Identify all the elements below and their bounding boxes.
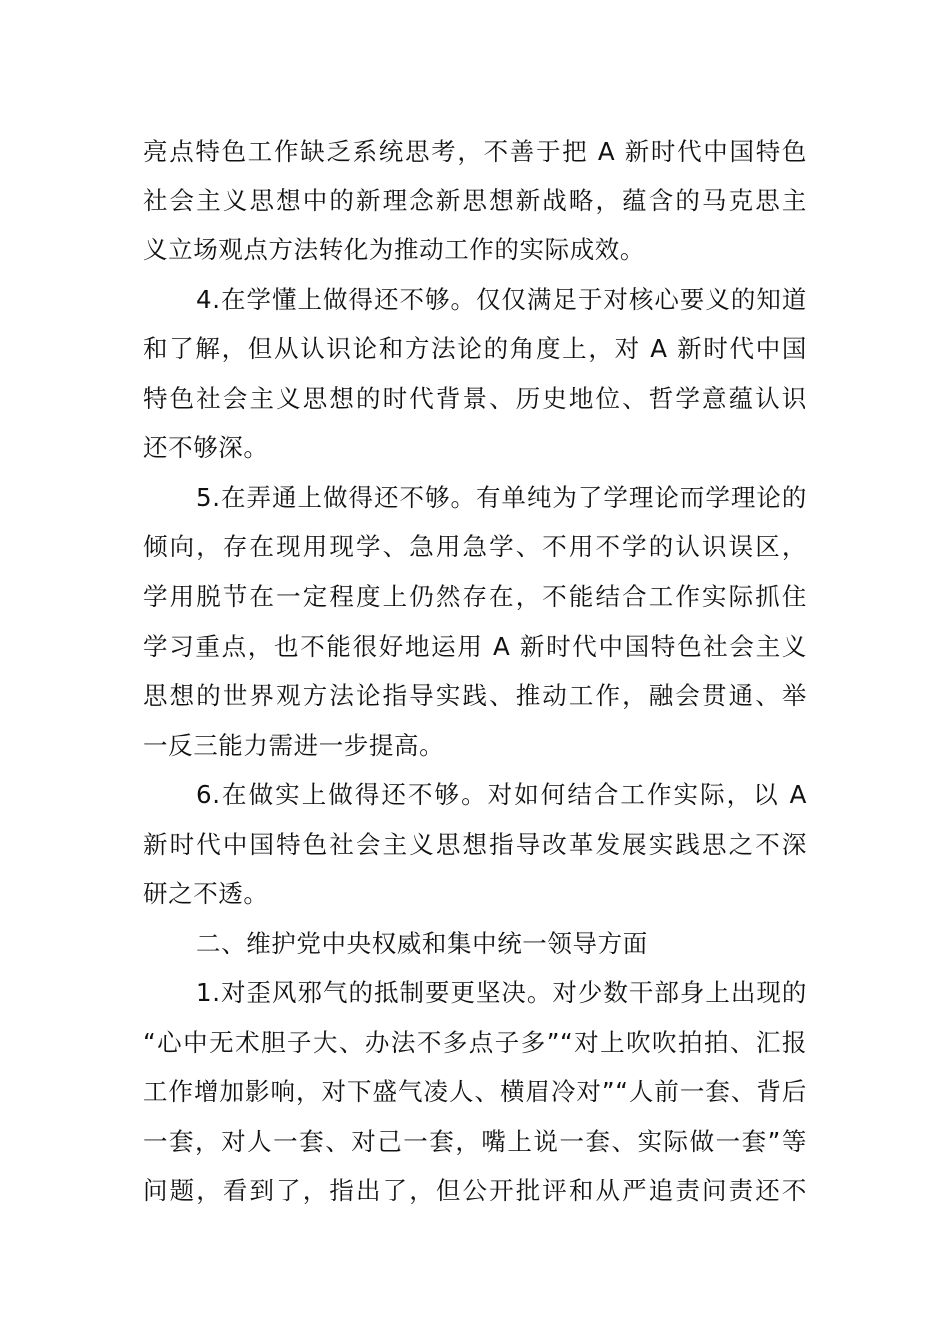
text-line: 问题，看到了，指出了，但公开批评和从严追责问责还不 [143, 1176, 807, 1205]
text-line: “心中无术胆子大、办法不多点子多”“对上吹吹拍拍、汇报 [143, 1028, 807, 1057]
text-line: 社会主义思想中的新理念新思想新战略，蕴含的马克思主 [143, 186, 807, 215]
text-line: 研之不透。 [143, 879, 269, 908]
text-line: 亮点特色工作缺乏系统思考，不善于把 A 新时代中国特色 [143, 137, 807, 166]
text-line: 和了解，但从认识论和方法论的角度上，对 A 新时代中国 [143, 334, 807, 363]
text-line: 学用脱节在一定程度上仍然存在，不能结合工作实际抓住 [143, 582, 807, 611]
section-heading: 二、维护党中央权威和集中统一领导方面 [196, 929, 648, 958]
text-line: 还不够深。 [143, 433, 269, 462]
paragraph-start-line: 1.对歪风邪气的抵制要更坚决。对少数干部身上出现的 [196, 978, 807, 1007]
text-line: 倾向，存在现用现学、急用急学、不用不学的认识误区， [143, 532, 807, 561]
text-line: 新时代中国特色社会主义思想指导改革发展实践思之不深 [143, 830, 807, 859]
text-line: 特色社会主义思想的时代背景、历史地位、哲学意蕴认识 [143, 384, 807, 413]
paragraph-start-line: 6.在做实上做得还不够。对如何结合工作实际，以 A [196, 780, 807, 809]
text-line: 工作增加影响，对下盛气凌人、横眉冷对”“人前一套、背后 [143, 1077, 807, 1106]
text-line: 一反三能力需进一步提高。 [143, 731, 445, 760]
text-line: 思想的世界观方法论指导实践、推动工作，融会贯通、举 [143, 681, 807, 710]
paragraph-start-line: 4.在学懂上做得还不够。仅仅满足于对核心要义的知道 [196, 285, 807, 314]
text-line: 学习重点，也不能很好地运用 A 新时代中国特色社会主义 [143, 632, 807, 661]
paragraph-start-line: 5.在弄通上做得还不够。有单纯为了学理论而学理论的 [196, 483, 807, 512]
text-line: 一套，对人一套、对己一套，嘴上说一套、实际做一套”等 [143, 1127, 807, 1156]
text-line: 义立场观点方法转化为推动工作的实际成效。 [143, 235, 645, 264]
